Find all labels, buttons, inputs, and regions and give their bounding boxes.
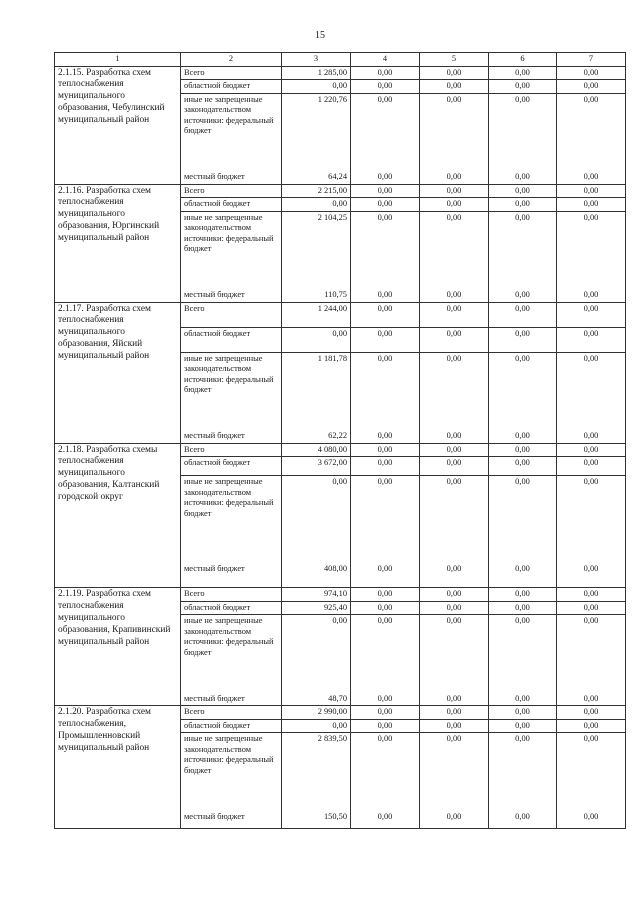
year-amount-cell: 0,00 xyxy=(489,171,557,184)
funding-source-cell: Всего xyxy=(181,588,282,602)
page-number: 15 xyxy=(315,30,325,41)
year-amount-cell: 0,00 xyxy=(557,93,626,171)
funding-source-cell: иные не запрещенные законодательством источники: федеральный бюджет xyxy=(181,211,282,289)
year-amount-cell: 0,00 xyxy=(351,352,420,430)
total-amount-cell: 110,75 xyxy=(282,289,351,302)
funding-source-cell: иные не запрещенные законодательством источники: федеральный бюджет xyxy=(181,615,282,693)
year-amount-cell: 0,00 xyxy=(489,601,557,615)
year-amount-cell: 0,00 xyxy=(351,615,420,693)
year-amount-cell: 0,00 xyxy=(351,211,420,289)
year-amount-cell: 0,00 xyxy=(351,327,420,352)
total-amount-cell: 408,00 xyxy=(282,563,351,588)
column-header-row xyxy=(55,53,626,67)
year-amount-cell: 0,00 xyxy=(351,66,420,80)
year-amount-cell: 0,00 xyxy=(557,563,626,588)
year-amount-cell: 0,00 xyxy=(557,601,626,615)
column-header: 1 xyxy=(55,53,181,67)
total-amount-cell: 48,70 xyxy=(282,693,351,706)
year-amount-cell: 0,00 xyxy=(351,719,420,733)
year-amount-cell: 0,00 xyxy=(351,289,420,302)
table-row xyxy=(55,184,626,198)
year-amount-cell: 0,00 xyxy=(557,588,626,602)
funding-source-cell: иные не запрещенные законодательством источники: федеральный бюджет xyxy=(181,733,282,811)
year-amount-cell: 0,00 xyxy=(420,352,489,430)
year-amount-cell: 0,00 xyxy=(420,430,489,443)
total-amount-cell: 0,00 xyxy=(282,198,351,212)
total-amount-cell: 0,00 xyxy=(282,476,351,563)
year-amount-cell: 0,00 xyxy=(489,476,557,563)
year-amount-cell: 0,00 xyxy=(557,430,626,443)
table-row xyxy=(55,706,626,720)
budget-table xyxy=(54,52,626,829)
funding-source-cell: иные не запрещенные законодательством источники: федеральный бюджет xyxy=(181,476,282,563)
year-amount-cell: 0,00 xyxy=(420,811,489,829)
year-amount-cell: 0,00 xyxy=(351,733,420,811)
year-amount-cell: 0,00 xyxy=(420,457,489,476)
year-amount-cell: 0,00 xyxy=(489,289,557,302)
total-amount-cell: 3 672,00 xyxy=(282,457,351,476)
year-amount-cell: 0,00 xyxy=(489,184,557,198)
year-amount-cell: 0,00 xyxy=(489,457,557,476)
total-amount-cell: 2 990,00 xyxy=(282,706,351,720)
year-amount-cell: 0,00 xyxy=(489,211,557,289)
year-amount-cell: 0,00 xyxy=(351,588,420,602)
total-amount-cell: 925,40 xyxy=(282,601,351,615)
year-amount-cell: 0,00 xyxy=(351,80,420,94)
year-amount-cell: 0,00 xyxy=(351,93,420,171)
year-amount-cell: 0,00 xyxy=(489,352,557,430)
total-amount-cell: 2 215,00 xyxy=(282,184,351,198)
year-amount-cell: 0,00 xyxy=(557,615,626,693)
funding-source-cell: Всего xyxy=(181,443,282,457)
total-amount-cell: 1 285,00 xyxy=(282,66,351,80)
column-header: 4 xyxy=(351,53,420,67)
year-amount-cell: 0,00 xyxy=(351,430,420,443)
year-amount-cell: 0,00 xyxy=(420,93,489,171)
year-amount-cell: 0,00 xyxy=(489,80,557,94)
total-amount-cell: 1 181,78 xyxy=(282,352,351,430)
year-amount-cell: 0,00 xyxy=(557,211,626,289)
year-amount-cell: 0,00 xyxy=(557,171,626,184)
program-name-cell: 2.1.17. Разработка схем теплоснабжения муниципального образования, Яйский муниципальный район xyxy=(55,302,181,443)
program-name-cell: 2.1.16. Разработка схем теплоснабжения муниципального образования, Юргинский муниципальный район xyxy=(55,184,181,302)
total-amount-cell: 0,00 xyxy=(282,615,351,693)
year-amount-cell: 0,00 xyxy=(420,66,489,80)
year-amount-cell: 0,00 xyxy=(351,563,420,588)
year-amount-cell: 0,00 xyxy=(351,302,420,327)
funding-source-cell: Всего xyxy=(181,184,282,198)
total-amount-cell: 62,22 xyxy=(282,430,351,443)
total-amount-cell: 2 839,50 xyxy=(282,733,351,811)
year-amount-cell: 0,00 xyxy=(420,601,489,615)
year-amount-cell: 0,00 xyxy=(489,615,557,693)
year-amount-cell: 0,00 xyxy=(489,693,557,706)
program-name-cell: 2.1.18. Разработка схемы теплоснабжения муниципального образования, Калтанский городской округ xyxy=(55,443,181,588)
funding-source-cell: областной бюджет xyxy=(181,80,282,94)
table-row xyxy=(55,588,626,602)
year-amount-cell: 0,00 xyxy=(489,430,557,443)
program-name-cell: 2.1.15. Разработка схем теплоснабжения муниципального образования, Чебулинский муниципальный район xyxy=(55,66,181,184)
year-amount-cell: 0,00 xyxy=(557,198,626,212)
column-header: 3 xyxy=(282,53,351,67)
year-amount-cell: 0,00 xyxy=(351,198,420,212)
budget-table-body xyxy=(55,66,626,829)
year-amount-cell: 0,00 xyxy=(420,476,489,563)
year-amount-cell: 0,00 xyxy=(489,93,557,171)
year-amount-cell: 0,00 xyxy=(489,302,557,327)
column-header: 2 xyxy=(181,53,282,67)
year-amount-cell: 0,00 xyxy=(489,706,557,720)
year-amount-cell: 0,00 xyxy=(420,563,489,588)
total-amount-cell: 150,50 xyxy=(282,811,351,829)
year-amount-cell: 0,00 xyxy=(489,66,557,80)
year-amount-cell: 0,00 xyxy=(489,198,557,212)
year-amount-cell: 0,00 xyxy=(557,693,626,706)
year-amount-cell: 0,00 xyxy=(557,733,626,811)
total-amount-cell: 0,00 xyxy=(282,719,351,733)
year-amount-cell: 0,00 xyxy=(557,352,626,430)
year-amount-cell: 0,00 xyxy=(489,811,557,829)
total-amount-cell: 1 220,76 xyxy=(282,93,351,171)
funding-source-cell: областной бюджет xyxy=(181,198,282,212)
year-amount-cell: 0,00 xyxy=(420,327,489,352)
year-amount-cell: 0,00 xyxy=(557,706,626,720)
column-header: 5 xyxy=(420,53,489,67)
funding-source-cell: местный бюджет xyxy=(181,811,282,829)
total-amount-cell: 64,24 xyxy=(282,171,351,184)
year-amount-cell: 0,00 xyxy=(420,289,489,302)
table-row xyxy=(55,302,626,327)
total-amount-cell: 974,10 xyxy=(282,588,351,602)
year-amount-cell: 0,00 xyxy=(351,171,420,184)
year-amount-cell: 0,00 xyxy=(557,443,626,457)
year-amount-cell: 0,00 xyxy=(557,80,626,94)
funding-source-cell: Всего xyxy=(181,302,282,327)
year-amount-cell: 0,00 xyxy=(557,184,626,198)
funding-source-cell: местный бюджет xyxy=(181,430,282,443)
year-amount-cell: 0,00 xyxy=(489,588,557,602)
year-amount-cell: 0,00 xyxy=(351,601,420,615)
year-amount-cell: 0,00 xyxy=(420,706,489,720)
year-amount-cell: 0,00 xyxy=(420,198,489,212)
year-amount-cell: 0,00 xyxy=(420,302,489,327)
table-row xyxy=(55,66,626,80)
year-amount-cell: 0,00 xyxy=(420,588,489,602)
total-amount-cell: 0,00 xyxy=(282,327,351,352)
funding-source-cell: областной бюджет xyxy=(181,457,282,476)
year-amount-cell: 0,00 xyxy=(420,171,489,184)
year-amount-cell: 0,00 xyxy=(420,184,489,198)
year-amount-cell: 0,00 xyxy=(557,302,626,327)
funding-source-cell: местный бюджет xyxy=(181,171,282,184)
column-header: 6 xyxy=(489,53,557,67)
year-amount-cell: 0,00 xyxy=(420,211,489,289)
year-amount-cell: 0,00 xyxy=(351,693,420,706)
year-amount-cell: 0,00 xyxy=(557,289,626,302)
year-amount-cell: 0,00 xyxy=(489,443,557,457)
funding-source-cell: Всего xyxy=(181,706,282,720)
year-amount-cell: 0,00 xyxy=(420,443,489,457)
funding-source-cell: иные не запрещенные законодательством источники: федеральный бюджет xyxy=(181,352,282,430)
year-amount-cell: 0,00 xyxy=(557,476,626,563)
year-amount-cell: 0,00 xyxy=(420,693,489,706)
table-row xyxy=(55,443,626,457)
funding-source-cell: областной бюджет xyxy=(181,327,282,352)
year-amount-cell: 0,00 xyxy=(351,811,420,829)
year-amount-cell: 0,00 xyxy=(557,457,626,476)
funding-source-cell: иные не запрещенные законодательством источники: федеральный бюджет xyxy=(181,93,282,171)
program-name-cell: 2.1.19. Разработка схем теплоснабжения муниципального образования, Крапивинский муниципальный район xyxy=(55,588,181,706)
year-amount-cell: 0,00 xyxy=(351,443,420,457)
year-amount-cell: 0,00 xyxy=(557,811,626,829)
year-amount-cell: 0,00 xyxy=(351,457,420,476)
funding-source-cell: местный бюджет xyxy=(181,289,282,302)
year-amount-cell: 0,00 xyxy=(489,719,557,733)
year-amount-cell: 0,00 xyxy=(420,80,489,94)
funding-source-cell: местный бюджет xyxy=(181,563,282,588)
year-amount-cell: 0,00 xyxy=(420,733,489,811)
year-amount-cell: 0,00 xyxy=(420,615,489,693)
column-header: 7 xyxy=(557,53,626,67)
total-amount-cell: 0,00 xyxy=(282,80,351,94)
funding-source-cell: областной бюджет xyxy=(181,601,282,615)
year-amount-cell: 0,00 xyxy=(489,563,557,588)
funding-source-cell: местный бюджет xyxy=(181,693,282,706)
year-amount-cell: 0,00 xyxy=(489,327,557,352)
year-amount-cell: 0,00 xyxy=(557,719,626,733)
year-amount-cell: 0,00 xyxy=(420,719,489,733)
year-amount-cell: 0,00 xyxy=(489,733,557,811)
year-amount-cell: 0,00 xyxy=(351,184,420,198)
total-amount-cell: 4 080,00 xyxy=(282,443,351,457)
year-amount-cell: 0,00 xyxy=(557,327,626,352)
year-amount-cell: 0,00 xyxy=(351,706,420,720)
program-name-cell: 2.1.20. Разработка схем теплоснабжения, Промышленновский муниципальный район xyxy=(55,706,181,829)
total-amount-cell: 1 244,00 xyxy=(282,302,351,327)
year-amount-cell: 0,00 xyxy=(351,476,420,563)
funding-source-cell: областной бюджет xyxy=(181,719,282,733)
year-amount-cell: 0,00 xyxy=(557,66,626,80)
funding-source-cell: Всего xyxy=(181,66,282,80)
total-amount-cell: 2 104,25 xyxy=(282,211,351,289)
